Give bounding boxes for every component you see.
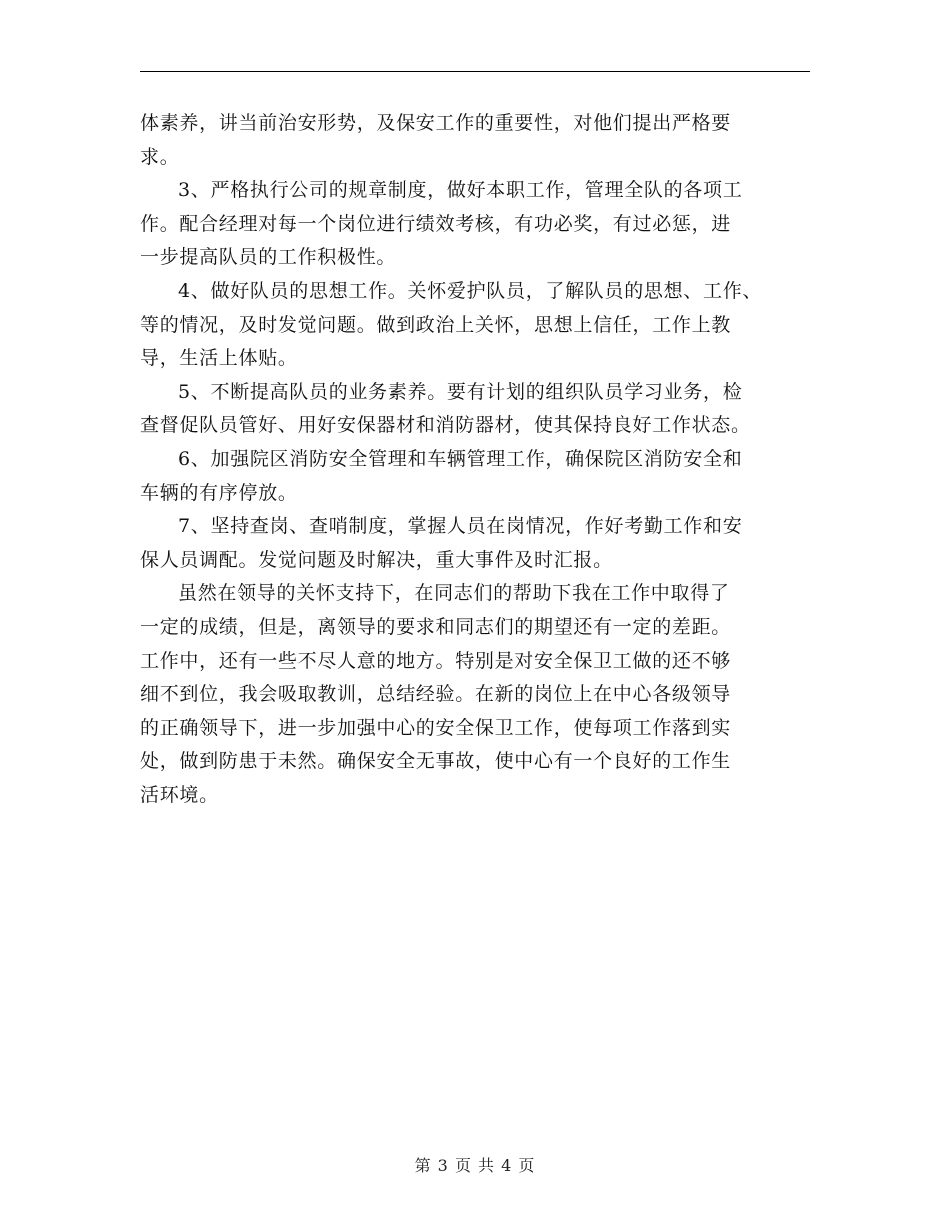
page-footer: 第 3 页 共 4 页: [414, 1156, 536, 1175]
text-line: 7、坚持查岗、查哨制度，掌握人员在岗情况，作好考勤工作和安: [178, 515, 743, 538]
text-line: 5、不断提高队员的业务素养。要有计划的组织队员学习业务，检: [178, 380, 743, 403]
text-line: 3、严格执行公司的规章制度，做好本职工作，管理全队的各项工: [178, 179, 743, 202]
text-line: 作。配合经理对每一个岗位进行绩效考核，有功必奖，有过必惩，进: [140, 212, 732, 235]
text-line: 6、加强院区消防安全管理和车辆管理工作，确保院区消防安全和: [178, 447, 743, 470]
text-line: 工作中，还有一些不尽人意的地方。特别是对安全保卫工做的还不够: [140, 649, 732, 672]
text-line: 活环境。: [140, 783, 219, 806]
header-rule: [140, 71, 810, 72]
text-line: 查督促队员管好、用好安保器材和消防器材，使其保持良好工作状态。: [140, 414, 751, 437]
text-line: 虽然在领导的关怀支持下，在同志们的帮助下我在工作中取得了: [178, 582, 730, 605]
text-line: 等的情况，及时发觉问题。做到政治上关怀，思想上信任，工作上教: [140, 313, 732, 336]
text-line: 体素养，讲当前治安形势，及保安工作的重要性，对他们提出严格要: [140, 112, 732, 134]
text-line: 的正确领导下，进一步加强中心的安全保卫工作，使每项工作落到实: [140, 716, 732, 739]
document-body: [140, 107, 840, 812]
text-line: 细不到位，我会吸取教训，总结经验。在新的岗位上在中心各级领导: [140, 683, 732, 706]
text-line: 车辆的有序停放。: [140, 481, 298, 504]
text-line: 4、做好队员的思想工作。关怀爱护队员，了解队员的思想、工作、: [178, 279, 763, 302]
text-line: 求。: [140, 145, 180, 168]
text-line: 处，做到防患于未然。确保安全无事故，使中心有一个良好的工作生: [140, 750, 732, 773]
text-line: 导，生活上体贴。: [140, 347, 298, 370]
text-line: 一步提高队员的工作积极性。: [140, 246, 397, 269]
text-line: 一定的成绩，但是，离领导的要求和同志们的期望还有一定的差距。: [140, 615, 732, 638]
text-line: 保人员调配。发觉问题及时解决，重大事件及时汇报。: [140, 548, 613, 571]
